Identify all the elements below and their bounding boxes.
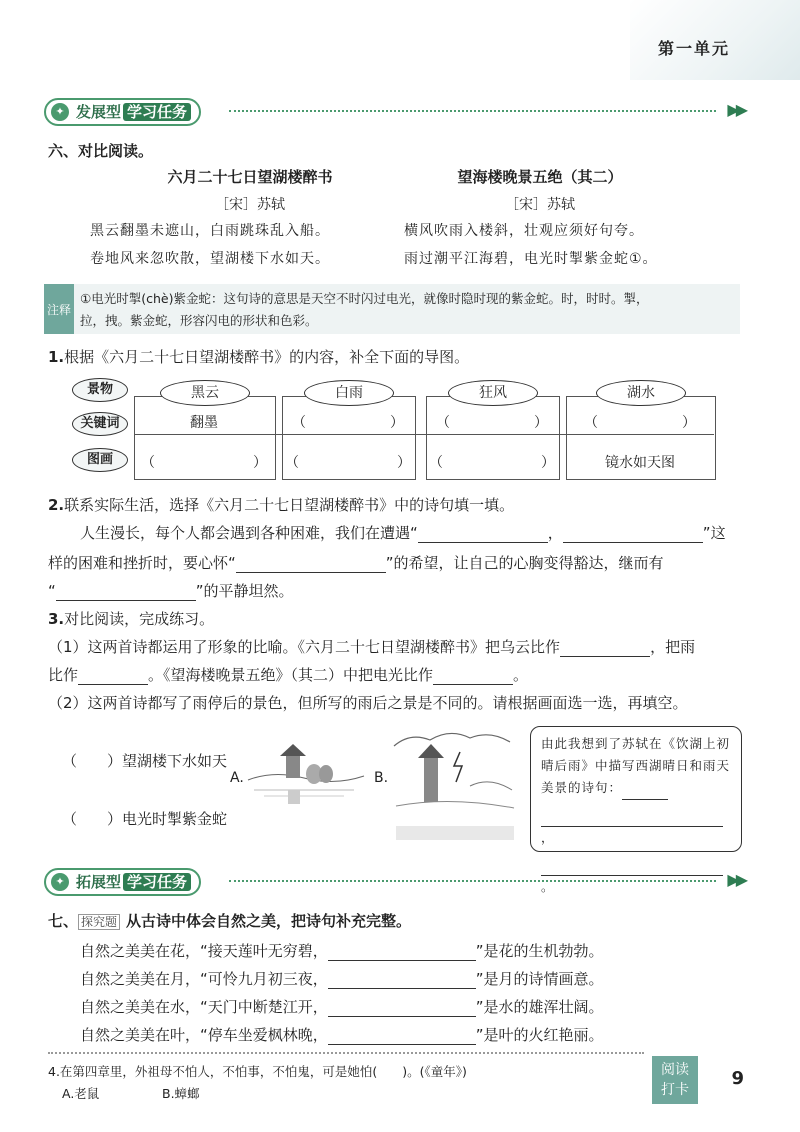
sec7-row2-a: 自然之美美在月，“可怜九月初三夜， [80,970,328,988]
question-3-text: 对比阅读，完成练习。 [64,610,215,628]
reading-checkin-stamp [652,1056,698,1104]
double-arrow-icon: ▶▶ [727,870,744,889]
picture-a-lake-scene [244,730,368,820]
sec7-row-1 [80,940,604,961]
mindmap-scene-3: 狂风 [448,380,538,406]
q3-text-c: 比作 [48,666,79,684]
mindmap-label-keyword: 关键词 [72,412,128,436]
q2-blank-4[interactable] [56,582,196,601]
question-2-text: 联系实际生活，选择《六月二十七日望湖楼醉书》中的诗句填一填。 [64,496,515,514]
banner-type: 发展型 [76,103,122,121]
q2-text-c: ”这 [702,524,726,542]
mindmap-label-scene: 景物 [72,378,128,402]
unit-label: 第一单元 [657,39,730,58]
q2-text-b: ， [547,524,563,542]
poem1-title: 六月二十七日望湖楼醉书 [167,168,333,186]
mindmap-scene-1: 黑云 [160,380,250,406]
dotted-divider [229,880,716,882]
annotation-line1: ①电光时掣(chè)紫金蛇：这句诗的意思是天空不时闪过电光，就像时隐时现的紫金蛇。时，时时。掣， [80,291,649,306]
question-3-number: 3. [48,610,65,628]
double-arrow-icon: ▶▶ [727,100,744,119]
sec7-row1-b: ”是花的生机勃勃。 [475,942,604,960]
bubble-line-2 [541,804,733,849]
q3-blank-2[interactable] [78,666,148,685]
section-7-text: 从古诗中体会自然之美，把诗句补充完整。 [126,912,412,930]
lightbulb-icon: ✦ [51,873,69,891]
poem1-line1: 黑云翻墨未遮山，白雨跳珠乱入船。 [90,223,330,239]
sec7-blank-3[interactable] [328,998,476,1017]
banner2-pill [44,868,201,896]
q2-text-d: 样的困难和挫折时，要心怀“ [48,554,236,572]
sec7-row4-b: ”是叶的火红艳丽。 [475,1026,604,1044]
bubble-prompt: 由此我想到了苏轼在《饮湖上初晴后雨》中描写西湖晴日和雨天美景的诗句： [541,736,731,795]
banner-pill [44,98,201,126]
footer-divider [48,1052,644,1054]
question-2 [48,494,514,515]
q2-text-a: 人生漫长，每个人都会遇到各种困难，我们在遭遇“ [80,524,418,542]
bubble-period: 。 [541,879,555,894]
q2-blank-1[interactable] [418,524,548,543]
question-3 [48,608,214,629]
annotation-tag: 注释 [44,284,74,334]
page-number: 9 [731,1068,744,1089]
banner2-type: 拓展型 [76,873,122,891]
mindmap-row-divider [134,434,714,435]
sec7-row4-a: 自然之美美在叶，“停车坐爱枫林晚， [80,1026,328,1044]
sec7-blank-2[interactable] [328,970,476,989]
question-1-number: 1. [48,348,65,366]
sec7-blank-1[interactable] [328,942,476,961]
mindmap-picture-4: 镜水如天图 [605,455,675,471]
dotted-divider [229,110,716,112]
poem2-author: ［宋］苏轼 [505,197,575,213]
picture-a-label: A. [230,770,244,786]
footer-option-a[interactable]: A.老鼠 [62,1086,100,1101]
mindmap-scene-4: 湖水 [596,380,686,406]
banner2-task: 学习任务 [123,873,191,891]
q3-blank-1[interactable] [560,638,650,657]
stamp-line1: 阅读 [661,1062,689,1078]
mindmap-label-picture: 图画 [72,448,128,472]
annotation-text [80,288,732,332]
bubble-comma: ， [541,830,555,845]
poem1-line2: 卷地风来忽吹散，望湖楼下水如天。 [90,251,330,267]
question-1-text: 根据《六月二十七日望湖楼醉书》的内容，补全下面的导图。 [64,348,470,366]
mindmap-keyword-3[interactable]: （ ） [436,415,548,431]
question-2-line2 [48,552,664,573]
banner-extension-task [44,868,744,894]
poem2-line2: 雨过潮平江海碧，电光时掣紫金蛇①。 [404,251,658,267]
question-2-line1 [80,522,726,543]
option-lightning[interactable]: （ ）电光时掣紫金蛇 [62,810,228,828]
q3-text-e: 。 [513,666,529,684]
bubble-blank-1[interactable] [622,777,668,800]
question-2-line3 [48,580,294,601]
q3-text-a: （1）这两首诗都运用了形象的比喻。《六月二十七日望湖楼醉书》把乌云比作 [48,638,561,656]
q3-text-d: 。《望海楼晚景五绝》（其二）中把电光比作 [148,666,434,684]
mindmap-keyword-2[interactable]: （ ） [292,415,404,431]
question-1 [48,346,469,367]
sec7-blank-4[interactable] [328,1026,476,1045]
sec7-row-3 [80,996,604,1017]
sec7-row2-b: ”是月的诗情画意。 [475,970,604,988]
poem1-author: ［宋］苏轼 [215,197,285,213]
footer-question: 4.在第四章里，外祖母不怕人，不怕事，不怕鬼，可是她怕( )。(《童年》) [48,1064,467,1079]
sec7-row1-a: 自然之美美在花，“接天莲叶无穷碧， [80,942,328,960]
section-6-title: 六、对比阅读。 [48,142,154,160]
speech-bubble [530,726,742,894]
q3-blank-3[interactable] [433,666,513,685]
lightbulb-icon: ✦ [51,103,69,121]
mindmap-picture-1[interactable]: （ ） [141,455,267,471]
bubble-blank-2[interactable] [541,804,723,827]
q3-text-b: ，把雨 [650,638,696,656]
banner-development-task [44,98,744,124]
mindmap-scene-2: 白雨 [304,380,394,406]
inquiry-tag: 探究题 [78,914,120,930]
poem2-title: 望海楼晚景五绝（其二） [457,168,623,186]
banner-task: 学习任务 [123,103,191,121]
mind-map [52,374,742,482]
annotation-line2: 拉，拽。紫金蛇，形容闪电的形状和色彩。 [80,313,318,328]
poem2-line1: 横风吹雨入楼斜，壮观应须好句夸。 [404,223,644,239]
mindmap-picture-2[interactable]: （ ） [285,455,411,471]
mindmap-keyword-1: 翻墨 [190,415,218,431]
mindmap-keyword-4[interactable]: （ ） [584,415,696,431]
question-3-part2: （2）这两首诗都写了雨停后的景色，但所写的雨后之景是不同的。请根据画面选一选，再填空。 [48,694,688,712]
sec7-row-4 [80,1024,604,1045]
footer-option-b[interactable]: B.蟑螂 [162,1086,200,1101]
question-3-part1-line1 [48,636,695,657]
q2-blank-3[interactable] [236,554,386,573]
annotation-box [44,284,740,334]
q2-text-e: ”的希望，让自己的心胸变得豁达，继而有 [385,554,664,572]
q2-text-g: ”的平静坦然。 [195,582,294,600]
q2-blank-2[interactable] [563,524,703,543]
section-7-header [48,910,411,931]
picture-b-storm-scene [390,726,518,844]
question-2-number: 2. [48,496,65,514]
question-3-part1-line2 [48,664,528,685]
section-7-title: 七、 [48,912,79,930]
stamp-line2: 打卡 [661,1082,689,1098]
sec7-row3-b: ”是水的雄浑壮阔。 [475,998,604,1016]
sec7-row3-a: 自然之美美在水，“天门中断楚江开， [80,998,328,1016]
sec7-row-2 [80,968,604,989]
option-lake[interactable]: （ ）望湖楼下水如天 [62,752,228,770]
picture-b-label: B. [374,770,389,786]
mindmap-picture-3[interactable]: （ ） [429,455,555,471]
q2-text-f: “ [48,582,56,600]
